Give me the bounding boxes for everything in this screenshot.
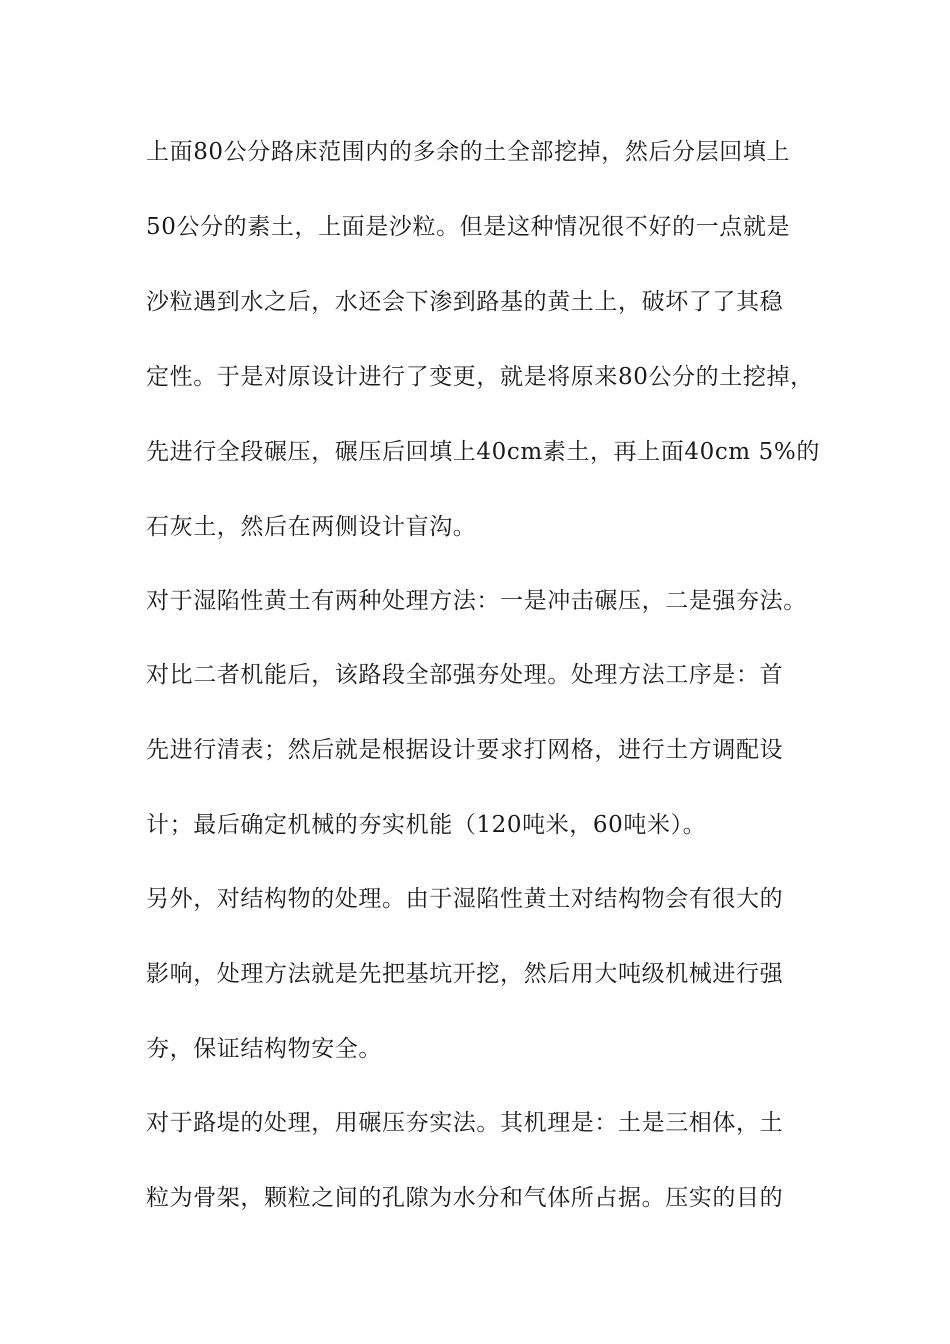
text-line: 粒为骨架，颗粒之间的孔隙为水分和气体所占据。压实的目的 xyxy=(146,1185,784,1211)
text-line: 夯，保证结构物安全。 xyxy=(146,1036,382,1062)
text-line: 先进行清表；然后就是根据设计要求打网格，进行土方调配设 xyxy=(146,737,784,763)
text-line: 石灰土，然后在两侧设计盲沟。 xyxy=(146,514,477,540)
text-line: 对于湿陷性黄土有两种处理方法：一是冲击碾压，二是强夯法。 xyxy=(146,588,807,614)
text-line: 上面80公分路床范围内的多余的土全部挖掉，然后分层回填上 xyxy=(146,139,791,165)
text-line: 定性。于是对原设计进行了变更，就是将原来80公分的土挖掉， xyxy=(146,364,814,390)
text-line: 50公分的素土，上面是沙粒。但是这种情况很不好的一点就是 xyxy=(146,214,791,240)
text-line: 沙粒遇到水之后，水还会下渗到路基的黄土上，破坏了了其稳 xyxy=(146,289,784,315)
text-line: 对于路堤的处理，用碾压夯实法。其机理是：土是三相体，土 xyxy=(146,1110,784,1136)
text-line: 计；最后确定机械的夯实机能（120吨米，60吨米）。 xyxy=(146,812,707,838)
text-line: 先进行全段碾压，碾压后回填上40cm素土，再上面40cm 5%的 xyxy=(146,439,820,465)
text-line: 对比二者机能后，该路段全部强夯处理。处理方法工序是：首 xyxy=(146,662,784,688)
text-line: 影响，处理方法就是先把基坑开挖，然后用大吨级机械进行强 xyxy=(146,961,784,987)
text-line: 另外，对结构物的处理。由于湿陷性黄土对结构物会有很大的 xyxy=(146,886,784,912)
